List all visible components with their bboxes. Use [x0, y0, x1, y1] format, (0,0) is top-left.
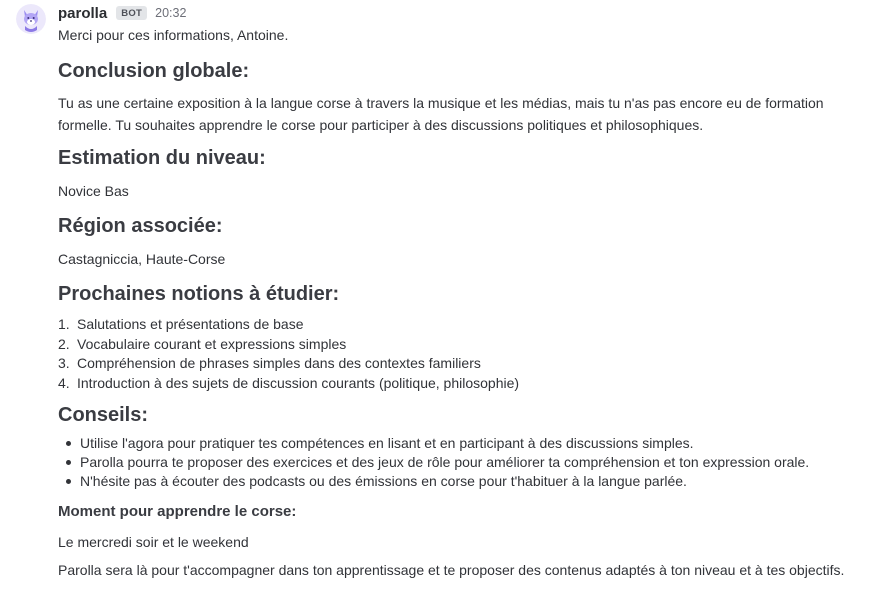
- heading-niveau: Estimation du niveau:: [58, 147, 266, 169]
- conseils-list: [58, 434, 868, 491]
- heading-conseils: Conseils:: [58, 404, 149, 426]
- list-number: 3.: [58, 355, 70, 371]
- list-item: [58, 434, 868, 453]
- greeting: Merci pour ces informations, Antoine.: [58, 27, 289, 43]
- list-number: 2.: [58, 335, 70, 352]
- fox-avatar-icon: [16, 4, 46, 34]
- list-item-text: Compréhension de phrases simples dans des contextes familiers: [77, 355, 481, 371]
- list-item-text: Introduction à des sujets de discussion courants (politique, philosophie): [77, 374, 520, 391]
- timestamp[interactable]: 20:32: [155, 6, 187, 20]
- heading-region: Région associée:: [58, 215, 223, 237]
- message-content: [58, 2, 868, 581]
- bullet-icon: [58, 453, 80, 472]
- list-number: 1.: [58, 316, 70, 332]
- heading-moment: Moment pour apprendre le corse:: [58, 503, 297, 520]
- moment-text: Le mercredi soir et le weekend: [58, 534, 249, 550]
- list-item: [58, 315, 868, 335]
- bot-avatar[interactable]: [16, 4, 46, 34]
- list-item: [58, 374, 868, 394]
- message-header: [58, 2, 868, 24]
- list-item: [58, 354, 868, 374]
- list-item: [58, 335, 868, 355]
- list-item-text: Parolla pourra te proposer des exercices et des jeux de rôle pour améliorer ta compréhension et ton expression orale.: [80, 454, 810, 470]
- list-item: [58, 453, 868, 472]
- heading-notions: Prochaines notions à étudier:: [58, 283, 340, 305]
- username[interactable]: parolla: [58, 4, 108, 22]
- bot-badge: BOT: [116, 6, 147, 20]
- region-text: Castagniccia, Haute-Corse: [58, 251, 226, 267]
- list-item: [58, 472, 868, 491]
- niveau-text: Novice Bas: [58, 183, 129, 199]
- heading-conclusion: Conclusion globale:: [58, 60, 250, 82]
- message-body: [58, 24, 868, 581]
- notions-list: [58, 315, 868, 393]
- list-item-text: N'hésite pas à écouter des podcasts ou des émissions en corse pour t'habituer à la langue parlée.: [80, 473, 687, 489]
- bullet-icon: [58, 434, 80, 453]
- conclusion-text-line1: Tu as une certaine exposition à la langue corse à travers la musique et les médias, mais tu n'as pas encore eu de formation: [58, 95, 824, 111]
- list-item-text: Vocabulaire courant et expressions simples: [77, 335, 347, 352]
- conclusion-text-line2: formelle. Tu souhaites apprendre le corse pour participer à des discussions politiques et philosophiques.: [58, 117, 704, 133]
- list-item-text: Utilise l'agora pour pratiquer tes compétences en lisant et en participant à des discussions simples.: [80, 435, 694, 451]
- list-item-text: Salutations et présentations de base: [77, 316, 304, 332]
- bullet-icon: [58, 472, 80, 491]
- list-number: 4.: [58, 374, 70, 391]
- closing-text: Parolla sera là pour t'accompagner dans ton apprentissage et te proposer des contenus adaptés à ton niveau et à tes objectifs.: [58, 562, 845, 578]
